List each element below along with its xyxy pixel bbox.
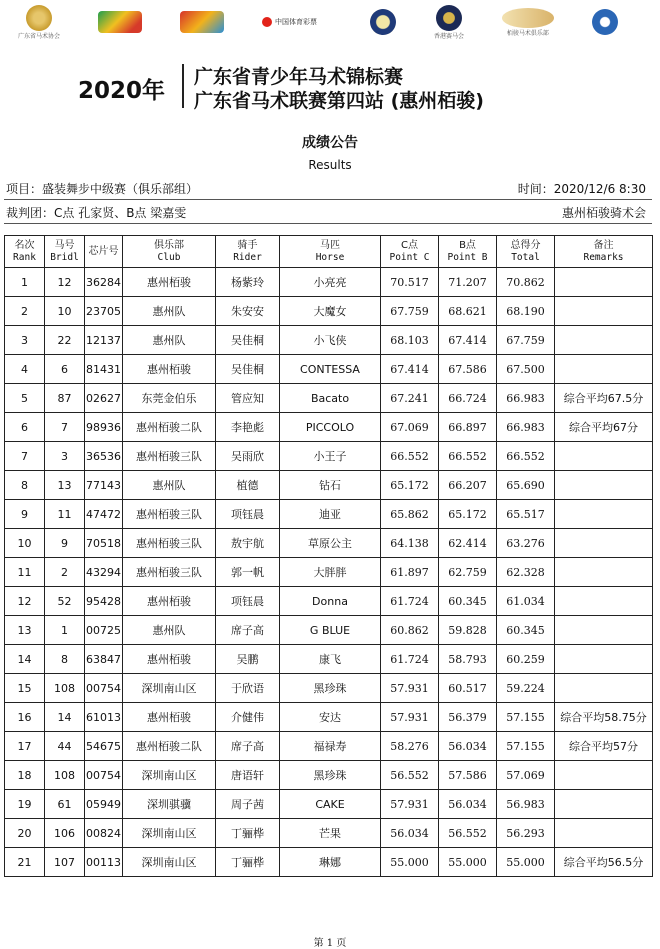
cell-point-b: 56.034 [439, 790, 497, 819]
cell-point-b: 55.000 [439, 848, 497, 877]
header-chip [85, 236, 123, 268]
cell-rider: 敖宇航 [216, 529, 280, 558]
cell-rank: 1 [5, 268, 45, 297]
header-rank-en: Rank [13, 251, 36, 263]
table-row [5, 848, 653, 877]
table-row [5, 384, 653, 413]
cell-club: 惠州栢骏 [123, 355, 216, 384]
cell-horse: 小飞侠 [280, 326, 381, 355]
cell-point-b: 60.517 [439, 674, 497, 703]
cell-horse: PICCOLO [280, 413, 381, 442]
cell-remarks [555, 587, 653, 616]
table-row [5, 500, 653, 529]
cell-chip: 98936 [85, 413, 123, 442]
cell-point-b: 56.379 [439, 703, 497, 732]
cell-remarks [555, 761, 653, 790]
cell-point-c: 55.000 [381, 848, 439, 877]
cell-remarks [555, 645, 653, 674]
cell-remarks [555, 819, 653, 848]
event-time: 时间：2020/12/6 8:30 [517, 182, 646, 196]
table-row [5, 297, 653, 326]
cell-remarks [555, 268, 653, 297]
cell-total: 66.552 [497, 442, 555, 471]
cell-club: 惠州队 [123, 616, 216, 645]
table-row [5, 355, 653, 384]
header-point-c [381, 236, 439, 268]
cell-remarks: 综合平均67.5分 [555, 384, 653, 413]
cell-rank: 14 [5, 645, 45, 674]
cell-horse: Bacato [280, 384, 381, 413]
cell-club: 惠州栢骏三队 [123, 529, 216, 558]
cell-bridle: 1 [45, 616, 85, 645]
judges-label: 裁判团：C点 孔家贤、B点 梁嘉雯 [6, 206, 187, 220]
cell-chip: 36536 [85, 442, 123, 471]
cell-bridle: 87 [45, 384, 85, 413]
competition-title [70, 62, 590, 112]
cell-rider: 管应知 [216, 384, 280, 413]
table-row [5, 413, 653, 442]
cell-point-c: 68.103 [381, 326, 439, 355]
cell-bridle: 61 [45, 790, 85, 819]
cell-horse: CAKE [280, 790, 381, 819]
cell-horse: 小亮亮 [280, 268, 381, 297]
header-horse-zh: 马匹 [320, 239, 340, 251]
cell-horse: 钻石 [280, 471, 381, 500]
cell-total: 67.759 [497, 326, 555, 355]
cell-point-b: 66.207 [439, 471, 497, 500]
cell-rank: 10 [5, 529, 45, 558]
cell-point-c: 56.034 [381, 819, 439, 848]
cell-club: 惠州队 [123, 297, 216, 326]
table-row [5, 326, 653, 355]
header-point-c-zh: C点 [401, 239, 418, 251]
cell-bridle: 11 [45, 500, 85, 529]
cell-club: 东莞金伯乐 [123, 384, 216, 413]
logo-guangdong-equestrian: 广东省马术协会 [18, 5, 60, 40]
cell-bridle: 108 [45, 674, 85, 703]
cell-horse: Donna [280, 587, 381, 616]
cell-chip: 70518 [85, 529, 123, 558]
cell-point-b: 58.793 [439, 645, 497, 674]
cell-rank: 7 [5, 442, 45, 471]
header-remarks-en: Remarks [583, 251, 624, 263]
cell-point-c: 65.172 [381, 471, 439, 500]
header-rider-zh: 骑手 [237, 239, 258, 251]
header-rank [5, 236, 45, 268]
cell-rider: 吴佳桐 [216, 355, 280, 384]
cell-bridle: 14 [45, 703, 85, 732]
cell-point-c: 67.069 [381, 413, 439, 442]
cell-bridle: 3 [45, 442, 85, 471]
cell-chip: 61013 [85, 703, 123, 732]
cell-point-b: 60.345 [439, 587, 497, 616]
table-row [5, 442, 653, 471]
table-row [5, 703, 653, 732]
notice-heading: 成绩公告 [302, 135, 358, 151]
organizer-label: 惠州栢骏骑术会 [561, 206, 646, 220]
cell-club: 惠州栢骏二队 [123, 413, 216, 442]
cell-remarks [555, 529, 653, 558]
cell-rider: 唐语轩 [216, 761, 280, 790]
cell-remarks: 综合平均57分 [555, 732, 653, 761]
cell-point-c: 64.138 [381, 529, 439, 558]
cell-rank: 19 [5, 790, 45, 819]
cell-point-b: 67.586 [439, 355, 497, 384]
cell-remarks [555, 558, 653, 587]
results-heading: Results [308, 158, 352, 172]
table-row [5, 790, 653, 819]
header-bridle-zh: 马号 [54, 239, 75, 251]
cell-chip: 00725 [85, 616, 123, 645]
cell-rank: 21 [5, 848, 45, 877]
cell-chip: 63847 [85, 645, 123, 674]
cell-point-c: 57.931 [381, 703, 439, 732]
cell-chip: 00113 [85, 848, 123, 877]
cell-bridle: 8 [45, 645, 85, 674]
logo-association-shield [370, 9, 396, 35]
cell-rank: 11 [5, 558, 45, 587]
cell-total: 61.034 [497, 587, 555, 616]
divider [4, 223, 652, 224]
table-row [5, 761, 653, 790]
cell-point-b: 66.724 [439, 384, 497, 413]
cell-bridle: 44 [45, 732, 85, 761]
header-point-b [439, 236, 497, 268]
header-point-b-zh: B点 [459, 239, 476, 251]
table-body [5, 268, 653, 877]
cell-total: 60.345 [497, 616, 555, 645]
cell-total: 56.983 [497, 790, 555, 819]
cell-total: 66.983 [497, 384, 555, 413]
cell-horse: 小王子 [280, 442, 381, 471]
cell-rider: 丁骊桦 [216, 848, 280, 877]
header-horse-en: Horse [315, 251, 345, 263]
cell-point-c: 60.862 [381, 616, 439, 645]
cell-point-c: 61.724 [381, 587, 439, 616]
logo-sports-bureau [180, 11, 224, 33]
cell-club: 惠州栢骏 [123, 703, 216, 732]
cell-rank: 12 [5, 587, 45, 616]
cell-point-b: 66.897 [439, 413, 497, 442]
cell-club: 深圳南山区 [123, 819, 216, 848]
title-line-2: 广东省马术联赛第四站 (惠州栢骏) [194, 90, 484, 112]
table-row [5, 268, 653, 297]
cell-rider: 郭一帆 [216, 558, 280, 587]
cell-remarks [555, 297, 653, 326]
sponsor-logo-bar [18, 4, 618, 40]
cell-chip: 54675 [85, 732, 123, 761]
cell-rank: 2 [5, 297, 45, 326]
cell-rank: 16 [5, 703, 45, 732]
table-row [5, 616, 653, 645]
cell-rank: 5 [5, 384, 45, 413]
cell-point-c: 61.724 [381, 645, 439, 674]
cell-rider: 李艳彪 [216, 413, 280, 442]
table-header-row [5, 236, 653, 268]
cell-chip: 47472 [85, 500, 123, 529]
cell-chip: 95428 [85, 587, 123, 616]
cell-chip: 00754 [85, 761, 123, 790]
header-rider [216, 236, 280, 268]
table-row [5, 558, 653, 587]
cell-bridle: 52 [45, 587, 85, 616]
cell-rank: 15 [5, 674, 45, 703]
cell-total: 56.293 [497, 819, 555, 848]
cell-rider: 席子高 [216, 616, 280, 645]
cell-total: 67.500 [497, 355, 555, 384]
header-rank-zh: 名次 [14, 239, 35, 251]
cell-horse: 大胖胖 [280, 558, 381, 587]
cell-rank: 3 [5, 326, 45, 355]
logo-horse-club: 栢骏马术俱乐部 [502, 8, 554, 37]
cell-club: 惠州栢骏三队 [123, 442, 216, 471]
cell-point-b: 59.828 [439, 616, 497, 645]
table-row [5, 645, 653, 674]
cell-chip: 36284 [85, 268, 123, 297]
cell-club: 深圳南山区 [123, 674, 216, 703]
cell-total: 63.276 [497, 529, 555, 558]
cell-point-c: 67.759 [381, 297, 439, 326]
header-point-b-en: Point B [447, 251, 488, 263]
cell-point-b: 62.759 [439, 558, 497, 587]
header-club [123, 236, 216, 268]
cell-horse: 福禄寿 [280, 732, 381, 761]
cell-rider: 介健伟 [216, 703, 280, 732]
table-row [5, 819, 653, 848]
cell-rider: 吴佳桐 [216, 326, 280, 355]
cell-horse: 琳娜 [280, 848, 381, 877]
page-number: 第 1 页 [313, 938, 347, 949]
cell-remarks: 综合平均67分 [555, 413, 653, 442]
table-row [5, 471, 653, 500]
cell-bridle: 13 [45, 471, 85, 500]
cell-chip: 12137 [85, 326, 123, 355]
cell-rank: 8 [5, 471, 45, 500]
cell-bridle: 7 [45, 413, 85, 442]
header-total-en: Total [511, 251, 540, 263]
cell-horse: 康飞 [280, 645, 381, 674]
cell-rank: 9 [5, 500, 45, 529]
cell-bridle: 107 [45, 848, 85, 877]
cell-total: 59.224 [497, 674, 555, 703]
logo-china-sports-lottery: 中国体育彩票 [262, 15, 332, 29]
cell-point-b: 57.586 [439, 761, 497, 790]
cell-remarks [555, 616, 653, 645]
cell-rank: 18 [5, 761, 45, 790]
cell-point-c: 56.552 [381, 761, 439, 790]
cell-total: 57.069 [497, 761, 555, 790]
cell-point-b: 68.621 [439, 297, 497, 326]
cell-horse: 大魔女 [280, 297, 381, 326]
cell-point-b: 67.414 [439, 326, 497, 355]
cell-bridle: 2 [45, 558, 85, 587]
header-remarks [555, 236, 653, 268]
cell-remarks: 综合平均58.75分 [555, 703, 653, 732]
event-label: 项目：盛装舞步中级赛（俱乐部组） [6, 182, 199, 196]
cell-chip: 00754 [85, 674, 123, 703]
cell-rider: 植德 [216, 471, 280, 500]
cell-horse: CONTESSA [280, 355, 381, 384]
cell-rider: 席子高 [216, 732, 280, 761]
header-point-c-en: Point C [389, 251, 430, 263]
cell-remarks: 综合平均56.5分 [555, 848, 653, 877]
cell-horse: 草原公主 [280, 529, 381, 558]
cell-club: 惠州栢骏 [123, 587, 216, 616]
header-rider-en: Rider [233, 251, 262, 263]
logo-hong-kong-jockey-club: 香港赛马会 [434, 5, 464, 40]
cell-total: 65.517 [497, 500, 555, 529]
cell-point-c: 70.517 [381, 268, 439, 297]
cell-rank: 13 [5, 616, 45, 645]
cell-club: 深圳南山区 [123, 848, 216, 877]
cell-bridle: 12 [45, 268, 85, 297]
table-row [5, 732, 653, 761]
cell-chip: 77143 [85, 471, 123, 500]
cell-chip: 81431 [85, 355, 123, 384]
cell-rider: 吴鹏 [216, 645, 280, 674]
cell-horse: 芒果 [280, 819, 381, 848]
cell-club: 深圳南山区 [123, 761, 216, 790]
cell-horse: 迪亚 [280, 500, 381, 529]
divider [4, 199, 652, 200]
cell-total: 66.983 [497, 413, 555, 442]
cell-bridle: 6 [45, 355, 85, 384]
cell-club: 惠州栢骏二队 [123, 732, 216, 761]
cell-point-c: 57.931 [381, 674, 439, 703]
cell-bridle: 106 [45, 819, 85, 848]
cell-rank: 4 [5, 355, 45, 384]
cell-point-b: 66.552 [439, 442, 497, 471]
cell-total: 70.862 [497, 268, 555, 297]
cell-horse: 黑珍珠 [280, 761, 381, 790]
cell-chip: 02627 [85, 384, 123, 413]
cell-total: 57.155 [497, 703, 555, 732]
cell-rider: 项钰晨 [216, 500, 280, 529]
cell-remarks [555, 790, 653, 819]
cell-rider: 于欣语 [216, 674, 280, 703]
header-remarks-zh: 备注 [593, 239, 614, 251]
cell-rider: 项钰晨 [216, 587, 280, 616]
cell-point-b: 56.034 [439, 732, 497, 761]
cell-rider: 周子茜 [216, 790, 280, 819]
table-row [5, 529, 653, 558]
cell-chip: 43294 [85, 558, 123, 587]
cell-rank: 17 [5, 732, 45, 761]
cell-point-b: 65.172 [439, 500, 497, 529]
cell-point-c: 58.276 [381, 732, 439, 761]
table-row [5, 674, 653, 703]
header-club-zh: 俱乐部 [154, 239, 184, 251]
header-chip-zh: 芯片号 [88, 245, 119, 257]
cell-rider: 杨紫玲 [216, 268, 280, 297]
cell-bridle: 9 [45, 529, 85, 558]
cell-club: 惠州栢骏三队 [123, 558, 216, 587]
header-bridle-en: Bridl [50, 251, 79, 263]
logo-globe [592, 9, 618, 35]
header-club-en: Club [157, 251, 181, 263]
cell-point-c: 67.414 [381, 355, 439, 384]
cell-chip: 23705 [85, 297, 123, 326]
cell-chip: 05949 [85, 790, 123, 819]
cell-rider: 吴雨欣 [216, 442, 280, 471]
cell-rider: 朱安安 [216, 297, 280, 326]
cell-rank: 20 [5, 819, 45, 848]
cell-club: 惠州栢骏三队 [123, 500, 216, 529]
cell-club: 惠州队 [123, 471, 216, 500]
cell-club: 惠州栢骏 [123, 645, 216, 674]
cell-point-b: 71.207 [439, 268, 497, 297]
cell-horse: 黑珍珠 [280, 674, 381, 703]
cell-bridle: 22 [45, 326, 85, 355]
cell-total: 60.259 [497, 645, 555, 674]
cell-rank: 6 [5, 413, 45, 442]
cell-total: 62.328 [497, 558, 555, 587]
cell-point-c: 66.552 [381, 442, 439, 471]
cell-remarks [555, 674, 653, 703]
cell-chip: 00824 [85, 819, 123, 848]
cell-remarks [555, 326, 653, 355]
cell-remarks [555, 442, 653, 471]
title-year: 2020年 [78, 78, 166, 104]
header-total-zh: 总得分 [510, 239, 541, 251]
cell-point-c: 57.931 [381, 790, 439, 819]
cell-total: 55.000 [497, 848, 555, 877]
cell-bridle: 10 [45, 297, 85, 326]
cell-club: 惠州栢骏 [123, 268, 216, 297]
header-horse [280, 236, 381, 268]
table-row [5, 587, 653, 616]
title-line-1: 广东省青少年马术锦标赛 [194, 66, 404, 88]
cell-point-c: 67.241 [381, 384, 439, 413]
cell-total: 68.190 [497, 297, 555, 326]
title-divider [182, 64, 184, 108]
cell-total: 57.155 [497, 732, 555, 761]
cell-point-b: 56.552 [439, 819, 497, 848]
cell-bridle: 108 [45, 761, 85, 790]
cell-point-b: 62.414 [439, 529, 497, 558]
header-total [497, 236, 555, 268]
cell-horse: 安达 [280, 703, 381, 732]
cell-club: 惠州队 [123, 326, 216, 355]
cell-remarks [555, 355, 653, 384]
logo-youth-games [98, 11, 142, 33]
cell-point-c: 65.862 [381, 500, 439, 529]
cell-remarks [555, 500, 653, 529]
cell-total: 65.690 [497, 471, 555, 500]
results-table [4, 235, 653, 877]
header-bridle [45, 236, 85, 268]
cell-horse: G BLUE [280, 616, 381, 645]
cell-point-c: 61.897 [381, 558, 439, 587]
cell-rider: 丁骊桦 [216, 819, 280, 848]
cell-club: 深圳骐骥 [123, 790, 216, 819]
cell-remarks [555, 471, 653, 500]
